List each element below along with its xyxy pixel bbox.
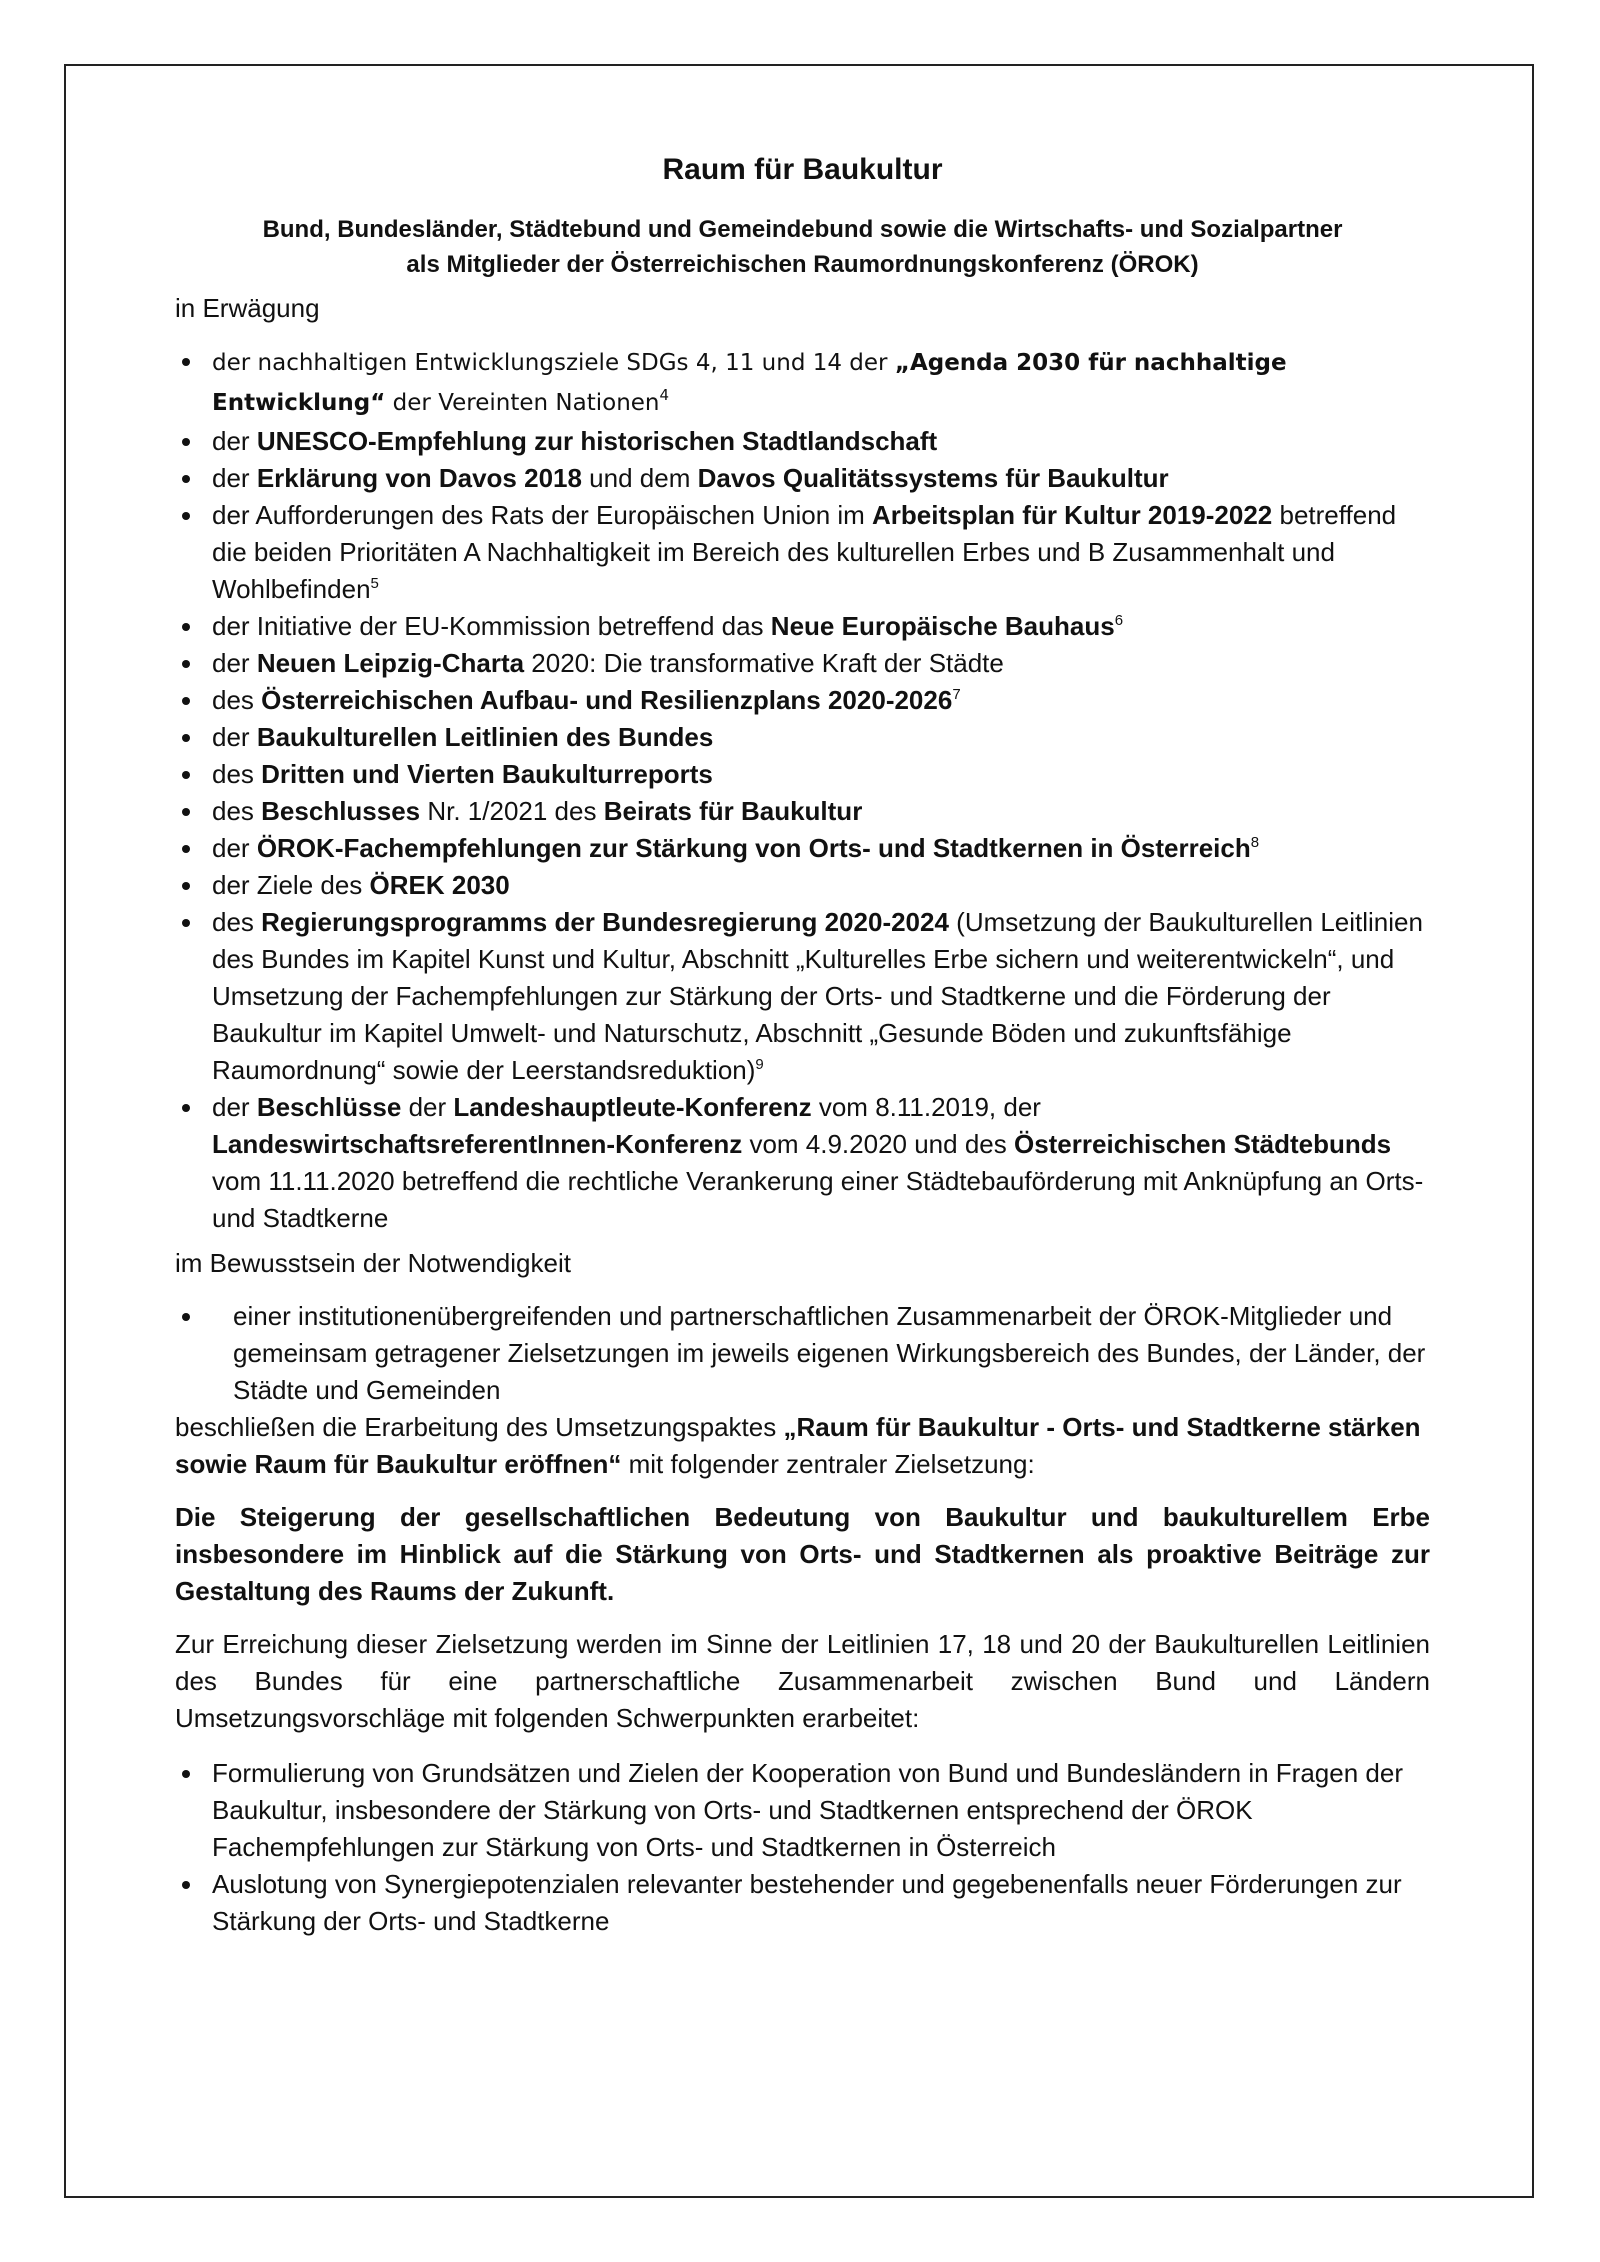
subtitle-line-2: als Mitglieder der Österreichischen Raumordnungskonferenz (ÖROK) bbox=[406, 251, 1199, 278]
list-item: des Österreichischen Aufbau- und Resilienzplans 2020-2026$^7$ bbox=[175, 682, 1430, 719]
list-item: des Regierungsprogramms der Bundesregierung 2020-2024 (Umsetzung der Baukulturellen Leitlinien des Bundes im Kapitel Kunst und Kultur, Abschnitt „Kulturelles Erbe sichern und weiterentwickeln“, und Umsetzung der Fachempfehlungen zur Stärkung der Orts- und Stadtkerne und die Förderung der Baukultur im Kapitel Umwelt- und Naturschutz, Abschnitt „Gesunde Böden und zukunftsfähige Raumordnung“ sowie der Leerstandsreduktion)$^9$ bbox=[175, 904, 1430, 1089]
footnote-ref: 8 bbox=[1250, 834, 1260, 851]
central-goal: Die Steigerung der gesellschaftlichen Bedeutung von Baukultur und baukulturellem Erbe insbesondere im Hinblick auf die Stärkung von Orts- und Stadtkernen als proaktive Beiträge zur Gestaltung des Raums der Zukunft. bbox=[175, 1502, 1430, 1606]
intro-text: in Erwägung bbox=[175, 293, 320, 323]
footnote-ref: 6 bbox=[1114, 612, 1124, 629]
list-item: der Erklärung von Davos 2018 und dem Davos Qualitätssystems für Baukultur bbox=[175, 460, 1430, 497]
list-item: der Initiative der EU-Kommission betreffend das Neue Europäische Bauhaus$^6$ bbox=[175, 608, 1430, 645]
list-item: Auslotung von Synergiepotenzialen relevanter bestehender und gegebenenfalls neuer Förderungen zur Stärkung der Orts- und Stadtkerne bbox=[175, 1866, 1430, 1940]
list-item: Formulierung von Grundsätzen und Zielen der Kooperation von Bund und Bundesländern in Fragen der Baukultur, insbesondere der Stärkung von Orts- und Stadtkernen entsprechend der ÖROK Fachempfehlungen zur Stärkung von Orts- und Stadtkernen in Österreich bbox=[175, 1755, 1430, 1866]
list-item: des Beschlusses Nr. 1/2021 des Beirats für Baukultur bbox=[175, 793, 1430, 830]
footnote-ref: 9 bbox=[755, 1056, 764, 1073]
list-item: der Baukulturellen Leitlinien des Bundes bbox=[175, 719, 1430, 756]
decision-paragraph: beschließen die Erarbeitung des Umsetzungspaktes „Raum für Baukultur - Orts- und Stadtkerne stärken sowie Raum für Baukultur eröffnen“ mit folgender zentraler Zielsetzung: bbox=[175, 1412, 1421, 1479]
list-item: der Aufforderungen des Rats der Europäischen Union im Arbeitsplan für Kultur 2019-2022 betreffend die beiden Prioritäten A Nachhaltigkeit im Bereich des kulturellen Erbes und B Zusammenhalt und Wohlbefinden$^5$ bbox=[175, 497, 1430, 608]
document-body bbox=[175, 150, 1430, 1940]
footnote-ref: 4 bbox=[659, 386, 670, 404]
list-item: der Neuen Leipzig-Charta 2020: Die transformative Kraft der Städte bbox=[175, 645, 1430, 682]
implementation-paragraph: Zur Erreichung dieser Zielsetzung werden im Sinne der Leitlinien 17, 18 und 20 der Baukulturellen Leitlinien des Bundes für eine partnerschaftliche Zusammenarbeit zwischen Bund und Ländern Umsetzungsvorschläge mit folgenden Schwerpunkten erarbeitet: bbox=[175, 1629, 1430, 1733]
awareness-list bbox=[175, 1298, 1430, 1409]
footnote-ref: 7 bbox=[952, 686, 961, 703]
footnote-ref: 5 bbox=[370, 575, 379, 592]
list-item: der Ziele des ÖREK 2030 bbox=[175, 867, 1430, 904]
document-subtitle bbox=[175, 212, 1430, 282]
list-item: des Dritten und Vierten Baukulturreports bbox=[175, 756, 1430, 793]
focus-list bbox=[175, 1755, 1430, 1940]
list-item: einer institutionenübergreifenden und partnerschaftlichen Zusammenarbeit der ÖROK-Mitglieder und gemeinsam getragener Zielsetzungen im jeweils eigenen Wirkungsbereich des Bundes, der Länder, der Städte und Gemeinden bbox=[175, 1298, 1430, 1409]
consideration-list bbox=[175, 343, 1430, 1237]
list-item: der UNESCO-Empfehlung zur historischen Stadtlandschaft bbox=[175, 423, 1430, 460]
list-item: der ÖROK-Fachempfehlungen zur Stärkung von Orts- und Stadtkernen in Österreich$^8$ bbox=[175, 830, 1430, 867]
list-item: der nachhaltigen Entwicklungsziele SDGs 4, 11 und 14 der „Agenda 2030 für nachhaltige Entwicklung“ der Vereinten Nationen$^4$ bbox=[175, 343, 1430, 423]
list-item: der Beschlüsse der Landeshauptleute-Konferenz vom 8.11.2019, der LandeswirtschaftsreferentInnen-Konferenz vom 4.9.2020 und des Österreichischen Städtebunds vom 11.11.2020 betreffend die rechtliche Verankerung einer Städtebauförderung mit Anknüpfung an Orts- und Stadtkerne bbox=[175, 1089, 1430, 1237]
awareness-text: im Bewusstsein der Notwendigkeit bbox=[175, 1248, 571, 1278]
subtitle-line-1: Bund, Bundesländer, Städtebund und Gemeindebund sowie die Wirtschafts- und Sozialpartner bbox=[262, 216, 1343, 243]
document-title: Raum für Baukultur bbox=[662, 153, 943, 186]
